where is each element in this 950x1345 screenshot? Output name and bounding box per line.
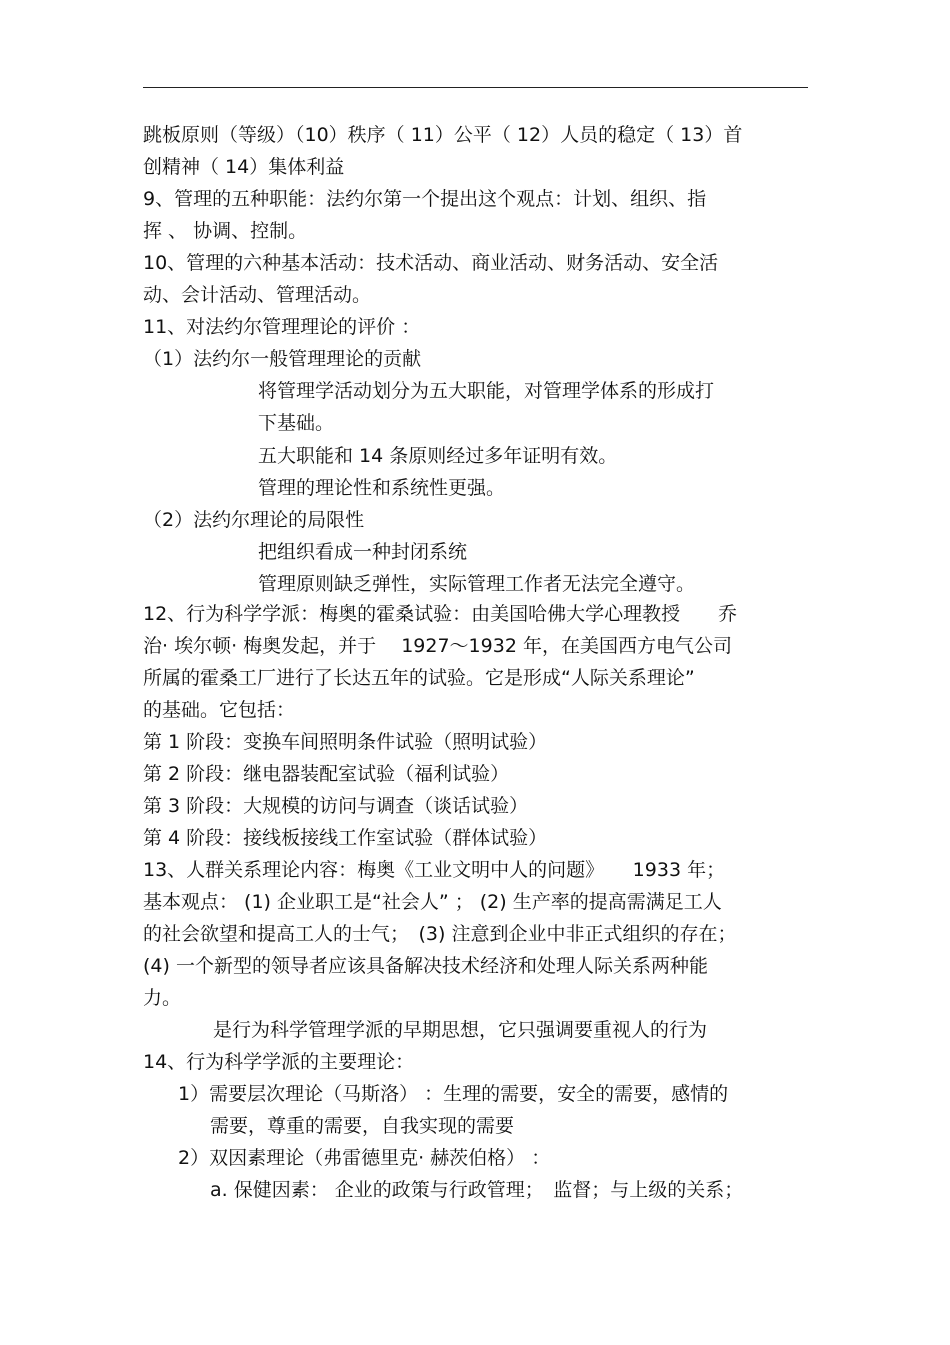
text-line: 挥 、 协调、控制。 <box>143 220 308 242</box>
header-rule <box>143 87 808 88</box>
text-line: 12、行为科学学派：梅奥的霍桑试验：由美国哈佛大学心理教授 乔 <box>143 603 738 625</box>
text-line: 管理原则缺乏弹性，实际管理工作者无法完全遵守。 <box>258 573 696 595</box>
text-line: 第 1 阶段：变换车间照明条件试验（照明试验） <box>143 731 548 753</box>
text-line: 第 3 阶段：大规模的访问与调查（谈话试验） <box>143 795 529 817</box>
text-line: 的社会欲望和提高工人的士气； (3) 注意到企业中非正式组织的存在； <box>143 923 737 945</box>
text-line: 2）双因素理论（弗雷德里克· 赫茨伯格） ： <box>178 1147 551 1169</box>
text-line: 创精神（ 14）集体利益 <box>143 156 345 178</box>
text-line: 需要，尊重的需要，自我实现的需要 <box>210 1115 515 1137</box>
text-line: 力。 <box>143 987 182 1009</box>
text-line: 五大职能和 14 条原则经过多年证明有效。 <box>258 445 618 467</box>
text-line: 的基础。它包括： <box>143 699 296 721</box>
text-line: 13、人群关系理论内容：梅奥《工业文明中人的问题》 1933 年； <box>143 859 726 881</box>
text-line: (4) 一个新型的领导者应该具备解决技术经济和处理人际关系两种能 <box>143 955 708 977</box>
text-line: 管理的理论性和系统性更强。 <box>258 477 506 499</box>
text-line: a. 保健因素： 企业的政策与行政管理； 监督；与上级的关系； <box>210 1179 744 1201</box>
text-line: 1）需要层次理论（马斯洛） ：生理的需要，安全的需要，感情的 <box>178 1083 729 1105</box>
text-line: 9、管理的五种职能：法约尔第一个提出这个观点：计划、组织、指 <box>143 188 707 210</box>
text-line: 第 2 阶段：继电器装配室试验（福利试验） <box>143 763 510 785</box>
text-line: 11、对法约尔管理理论的评价 ： <box>143 316 421 338</box>
text-line: 第 4 阶段：接线板接线工作室试验（群体试验） <box>143 827 548 849</box>
text-line: 把组织看成一种封闭系统 <box>258 541 468 563</box>
text-line: 将管理学活动划分为五大职能，对管理学体系的形成打 <box>258 380 715 402</box>
text-line: 是行为科学管理学派的早期思想，它只强调要重视人的行为 <box>213 1019 708 1041</box>
text-line: 跳板原则（等级）（10）秩序（ 11）公平（ 12）人员的稳定（ 13）首 <box>143 124 743 146</box>
text-line: （1）法约尔一般管理理论的贡献 <box>143 348 422 370</box>
text-line: 动、会计活动、管理活动。 <box>143 284 372 306</box>
text-line: 下基础。 <box>258 412 335 434</box>
text-line: 10、管理的六种基本活动：技术活动、商业活动、财务活动、安全活 <box>143 252 719 274</box>
text-line: 治· 埃尔顿· 梅奥发起，并于 1927～1932 年，在美国西方电气公司 <box>143 635 732 657</box>
text-line: （2）法约尔理论的局限性 <box>143 509 365 531</box>
text-line: 14、行为科学学派的主要理论： <box>143 1051 415 1073</box>
text-line: 基本观点： (1) 企业职工是“社会人” ； (2) 生产率的提高需满足工人 <box>143 891 722 913</box>
text-line: 所属的霍桑工厂进行了长达五年的试验。它是形成“人际关系理论” <box>143 667 695 689</box>
